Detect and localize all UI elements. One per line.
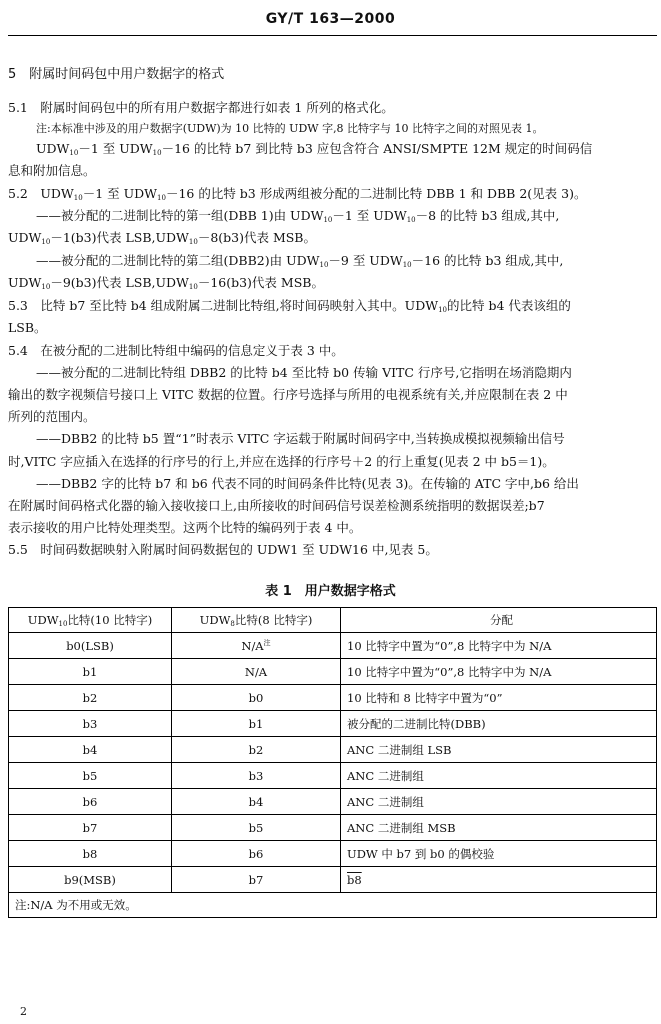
clause-5-1-para-line1: $UDW_{10}-1$ 至 $UDW_{10}-16$ 的比特 b7 到比特 b3 应包含符合 ANSI/SMPTE 12M 规定的时间码信: [36, 141, 593, 157]
note-reference: 注: [263, 639, 271, 648]
clause-5-4-dash3-line3: 表示接收的用户比特处理类型。这两个比特的编码列于表 4 中。: [8, 520, 362, 535]
clause-5-1-para-line2: 息和附加信息。: [8, 163, 96, 178]
clause-5-1: 5.1 附属时间码包中的所有用户数据字都进行如表 1 所列的格式化。: [8, 100, 394, 115]
cell-udw10-bit: b8: [9, 841, 172, 867]
col-header-assignment: 分配: [341, 608, 657, 633]
table-note: 注:N/A 为不用或无效。: [9, 893, 657, 918]
cell-assignment: UDW 中 b7 到 b0 的偶校验: [341, 841, 657, 867]
cell-udw10-bit: b3: [9, 711, 172, 737]
cell-udw8-bit: $N/A^注$: [172, 633, 341, 659]
table-row: [9, 815, 657, 841]
cell-udw10-bit: b1: [9, 659, 172, 685]
cell-assignment: [341, 867, 657, 893]
cell-assignment: 10 比特字中置为“0”,8 比特字中为 N/A: [341, 633, 657, 659]
cell-udw10-bit: b4: [9, 737, 172, 763]
cell-assignment: ANC 二进制组 MSB: [341, 815, 657, 841]
table-row: [9, 711, 657, 737]
clause-5-4-dash1-line1: ——被分配的二进制比特组 DBB2 的比特 b4 至比特 b0 传输 VITC 行序号,它指明在场消隐期内: [36, 365, 572, 380]
cell-assignment: 10 比特字中置为“0”,8 比特字中为 N/A: [341, 659, 657, 685]
cell-udw10-bit: b0(LSB): [9, 633, 172, 659]
table-row: [9, 633, 657, 659]
cell-udw8-bit: b0: [172, 685, 341, 711]
cell-assignment: 被分配的二进制比特(DBB): [341, 711, 657, 737]
cell-udw8-bit: b1: [172, 711, 341, 737]
cell-udw8-bit: b7: [172, 867, 341, 893]
table-row: [9, 659, 657, 685]
cell-udw8-bit: b5: [172, 815, 341, 841]
clause-5-3-line1: 5.3 比特 b7 至比特 b4 组成附属二进制比特组,将时间码映射入其中。$UDW_{10}$的比特 b4 代表该组的: [8, 298, 571, 314]
clause-5-2-dash1-line1: ——被分配的二进制比特的第一组(DBB 1)由 $UDW_{10}-1$ 至 $UDW_{10}-8$ 的比特 b3 组成,其中,: [36, 208, 560, 224]
cell-udw10-bit: b2: [9, 685, 172, 711]
table-row: [9, 789, 657, 815]
cell-udw10-bit: b5: [9, 763, 172, 789]
table-row: [9, 867, 657, 893]
col-header-udw10: $UDW_{10}$比特(10 比特字): [9, 608, 172, 633]
clause-5-4-dash2-line2: 时,VITC 字应插入在选择的行序号的行上,并应在选择的行序号＋2 的行上重复(见表 2 中 b5＝1)。: [8, 454, 555, 469]
clause-5-4-dash1-line3: 所列的范围内。: [8, 409, 96, 424]
table-row: [9, 841, 657, 867]
cell-udw10-bit: b7: [9, 815, 172, 841]
cell-assignment: ANC 二进制组: [341, 789, 657, 815]
clause-5-4-dash2-line1: ——DBB2 的比特 b5 置“1”时表示 VITC 字运载于附属时间码字中,当转换成模拟视频输出信号: [36, 431, 565, 446]
page-number: 2: [20, 1005, 27, 1018]
clause-5-4-dash3-line1: ——DBB2 字的比特 b7 和 b6 代表不同的时间码条件比特(见表 3)。在传输的 ATC 字中,b6 给出: [36, 476, 579, 491]
clause-5-3-line2: LSB。: [8, 320, 47, 335]
table-1-caption: 表 1 用户数据字格式: [265, 584, 396, 599]
section-5-heading: 5 附属时间码包中用户数据字的格式: [8, 67, 225, 82]
clause-5-1-note: 注:本标准中涉及的用户数据字(UDW)为 10 比特的 UDW 字,8 比特字与 10 比特字之间的对照见表 1。: [36, 122, 544, 135]
clause-5-2-dash2-line1: ——被分配的二进制比特的第二组(DBB2)由 $UDW_{10}-9$ 至 $UDW_{10}-16$ 的比特 b3 组成,其中,: [36, 253, 564, 269]
clause-5-2-dash2-line2: $UDW_{10}-9(b3)$代表 $LSB,UDW_{10}-16(b3)$代表 MSB。: [8, 275, 324, 291]
table-row: [9, 737, 657, 763]
cell-assignment: 10 比特和 8 比特字中置为“0”: [341, 685, 657, 711]
user-data-word-format-table: [8, 607, 657, 918]
cell-udw8-bit: b6: [172, 841, 341, 867]
clause-5-4: 5.4 在被分配的二进制比特组中编码的信息定义于表 3 中。: [8, 343, 344, 358]
cell-udw8-bit: b3: [172, 763, 341, 789]
cell-udw8-bit: b2: [172, 737, 341, 763]
clause-5-2-dash1-line2: $UDW_{10}-1(b3)$代表 $LSB,UDW_{10}-8(b3)$代表 MSB。: [8, 230, 316, 246]
table-row: [9, 763, 657, 789]
inverted-b8: b8: [347, 872, 362, 887]
table-header-row: [9, 608, 657, 633]
clause-5-5: 5.5 时间码数据映射入附属时间码数据包的 UDW1 至 UDW16 中,见表 5。: [8, 542, 438, 557]
cell-udw8-bit: b4: [172, 789, 341, 815]
clause-5-4-dash1-line2: 输出的数字视频信号接口上 VITC 数据的位置。行序号选择与所用的电视系统有关,并应限制在表 2 中: [8, 387, 568, 402]
cell-udw10-bit: b6: [9, 789, 172, 815]
cell-udw8-bit: N/A: [172, 659, 341, 685]
col-header-udw8: $UDW_8$比特(8 比特字): [172, 608, 341, 633]
cell-assignment: ANC 二进制组 LSB: [341, 737, 657, 763]
header-rule: [8, 35, 657, 36]
clause-5-4-dash3-line2: 在附属时间码格式化器的输入接收接口上,由所接收的时间码信号误差检测系统指明的数据误差;b7: [8, 498, 545, 513]
running-header: GY/T 163—2000: [265, 11, 396, 27]
clause-5-2: 5.2 $UDW_{10}-1$ 至 $UDW_{10}-16$ 的比特 b3 形成两组被分配的二进制比特 DBB 1 和 DBB 2(见表 3)。: [8, 186, 587, 202]
cell-udw10-bit: b9(MSB): [9, 867, 172, 893]
table-row: [9, 685, 657, 711]
cell-assignment: ANC 二进制组: [341, 763, 657, 789]
table-note-row: [9, 893, 657, 918]
